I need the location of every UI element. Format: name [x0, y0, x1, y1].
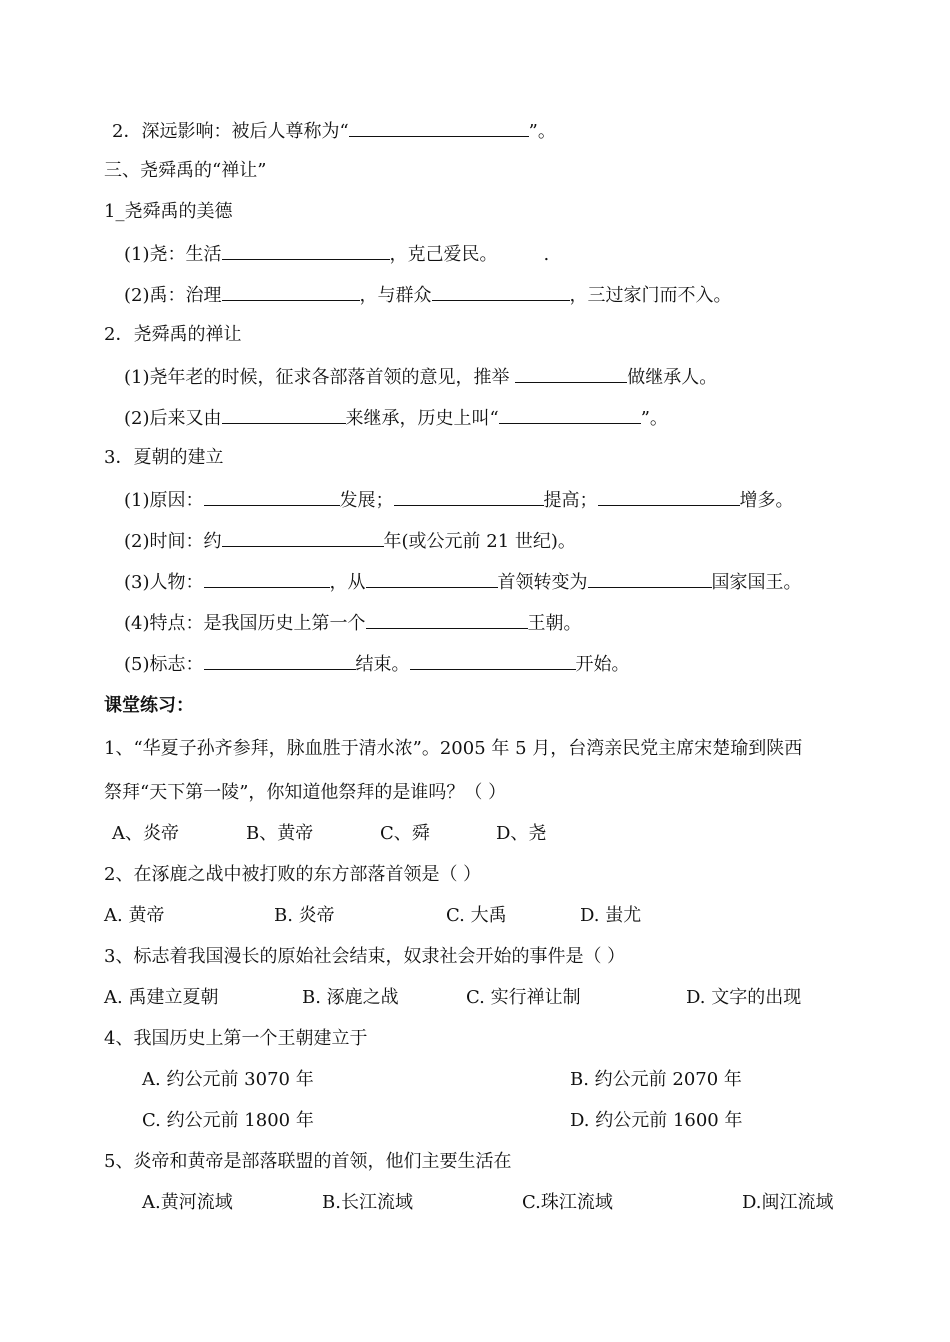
question-5: 5、炎帝和黄帝是部落联盟的首领，他们主要生活在	[104, 1151, 512, 1172]
text: (1)原因：	[124, 490, 204, 511]
q5-option-a[interactable]: A.黄河流域	[142, 1192, 233, 1213]
text: 王朝。	[527, 613, 582, 634]
q4-option-b[interactable]: B. 约公元前 2070 年	[570, 1069, 742, 1090]
blank-field[interactable]	[515, 364, 627, 383]
line-xia-reason	[124, 487, 794, 513]
subheading-shanrang: 2．尧舜禹的禅让	[104, 324, 242, 345]
q3-option-a[interactable]: A. 禹建立夏朝	[104, 987, 219, 1008]
q5-option-d[interactable]: D.闽江流域	[742, 1192, 834, 1213]
q4-option-d[interactable]: D. 约公元前 1600 年	[570, 1110, 743, 1131]
text: 2．深远影响：被后人尊称为“	[112, 121, 349, 142]
blank-field[interactable]	[222, 241, 390, 260]
line-xia-time	[124, 528, 576, 554]
q1-option-c[interactable]: C、舜	[380, 823, 430, 844]
blank-field[interactable]	[222, 405, 346, 424]
q1-option-d[interactable]: D、尧	[496, 823, 547, 844]
q2-option-d[interactable]: D. 蚩尤	[580, 905, 642, 926]
line-influence	[112, 118, 556, 144]
text: 提高；	[543, 490, 598, 511]
text: .	[543, 244, 550, 265]
q4-option-a[interactable]: A. 约公元前 3070 年	[142, 1069, 314, 1090]
text: (2)时间：约	[124, 531, 222, 552]
section-heading-shanrang: 三、尧舜禹的“禅让”	[104, 160, 267, 181]
text: (2)禹：治理	[124, 285, 222, 306]
text: ，克己爱民。	[389, 244, 498, 265]
line-xia-sign	[124, 651, 630, 677]
question-2: 2、在涿鹿之战中被打败的东方部落首领是（ ）	[104, 864, 482, 885]
text: 国家国王。	[711, 572, 802, 593]
blank-field[interactable]	[366, 569, 498, 588]
blank-field[interactable]	[222, 528, 384, 547]
line-xia-person	[124, 569, 802, 595]
text: ”。	[640, 408, 668, 429]
subheading-xia: 3．夏朝的建立	[104, 447, 224, 468]
q5-option-c[interactable]: C.珠江流域	[522, 1192, 613, 1213]
line-yao-life	[124, 241, 549, 267]
text: 首领转变为	[497, 572, 588, 593]
exercise-heading: 课堂练习：	[104, 695, 194, 716]
subheading-virtues: 1_尧舜禹的美德	[104, 201, 233, 222]
text: ，从	[329, 572, 366, 593]
line-yu-governance	[124, 282, 732, 308]
text: 增多。	[739, 490, 794, 511]
blank-field[interactable]	[366, 610, 528, 629]
text: 发展；	[339, 490, 394, 511]
question-1-line-1: 1、“华夏子孙齐参拜，脉血胜于清水浓”。2005 年 5 月，台湾亲民党主席宋楚瑜到陕西	[104, 738, 803, 759]
q1-option-a[interactable]: A、炎帝	[112, 823, 179, 844]
line-yao-successor	[124, 364, 717, 390]
blank-field[interactable]	[588, 569, 712, 588]
line-xia-feature	[124, 610, 582, 636]
text: ，三过家门而不入。	[569, 285, 732, 306]
q3-option-c[interactable]: C. 实行禅让制	[466, 987, 581, 1008]
text: (1)尧年老的时候，征求各部落首领的意见，推举	[124, 367, 516, 388]
text: 来继承，历史上叫“	[345, 408, 499, 429]
text: (5)标志：	[124, 654, 204, 675]
blank-field[interactable]	[410, 651, 576, 670]
q1-option-b[interactable]: B、黄帝	[246, 823, 314, 844]
text: (2)后来又由	[124, 408, 222, 429]
text: 做继承人。	[627, 367, 718, 388]
q4-option-c[interactable]: C. 约公元前 1800 年	[142, 1110, 314, 1131]
text: (3)人物：	[124, 572, 204, 593]
blank-field[interactable]	[204, 569, 330, 588]
blank-field[interactable]	[204, 651, 356, 670]
question-1-line-2: 祭拜“天下第一陵”，你知道他祭拜的是谁吗？（ ）	[104, 782, 507, 803]
text: ，与群众	[359, 285, 432, 306]
blank-field[interactable]	[499, 405, 641, 424]
line-later-successor	[124, 405, 668, 431]
q2-option-c[interactable]: C. 大禹	[446, 905, 507, 926]
blank-field[interactable]	[349, 118, 529, 137]
blank-field[interactable]	[204, 487, 340, 506]
question-4: 4、我国历史上第一个王朝建立于	[104, 1028, 368, 1049]
blank-field[interactable]	[394, 487, 544, 506]
text: 开始。	[575, 654, 630, 675]
text: 年(或公元前 21 世纪)。	[383, 531, 576, 552]
text: (4)特点：是我国历史上第一个	[124, 613, 366, 634]
blank-field[interactable]	[598, 487, 740, 506]
q2-option-b[interactable]: B. 炎帝	[274, 905, 335, 926]
text: (1)尧：生活	[124, 244, 222, 265]
q2-option-a[interactable]: A. 黄帝	[104, 905, 165, 926]
question-3: 3、标志着我国漫长的原始社会结束，奴隶社会开始的事件是（ ）	[104, 946, 626, 967]
q5-option-b[interactable]: B.长江流域	[322, 1192, 413, 1213]
text: ”。	[528, 121, 556, 142]
blank-field[interactable]	[432, 282, 570, 301]
q3-option-b[interactable]: B. 涿鹿之战	[302, 987, 399, 1008]
blank-field[interactable]	[222, 282, 360, 301]
text: 结束。	[355, 654, 410, 675]
q3-option-d[interactable]: D. 文字的出现	[686, 987, 802, 1008]
